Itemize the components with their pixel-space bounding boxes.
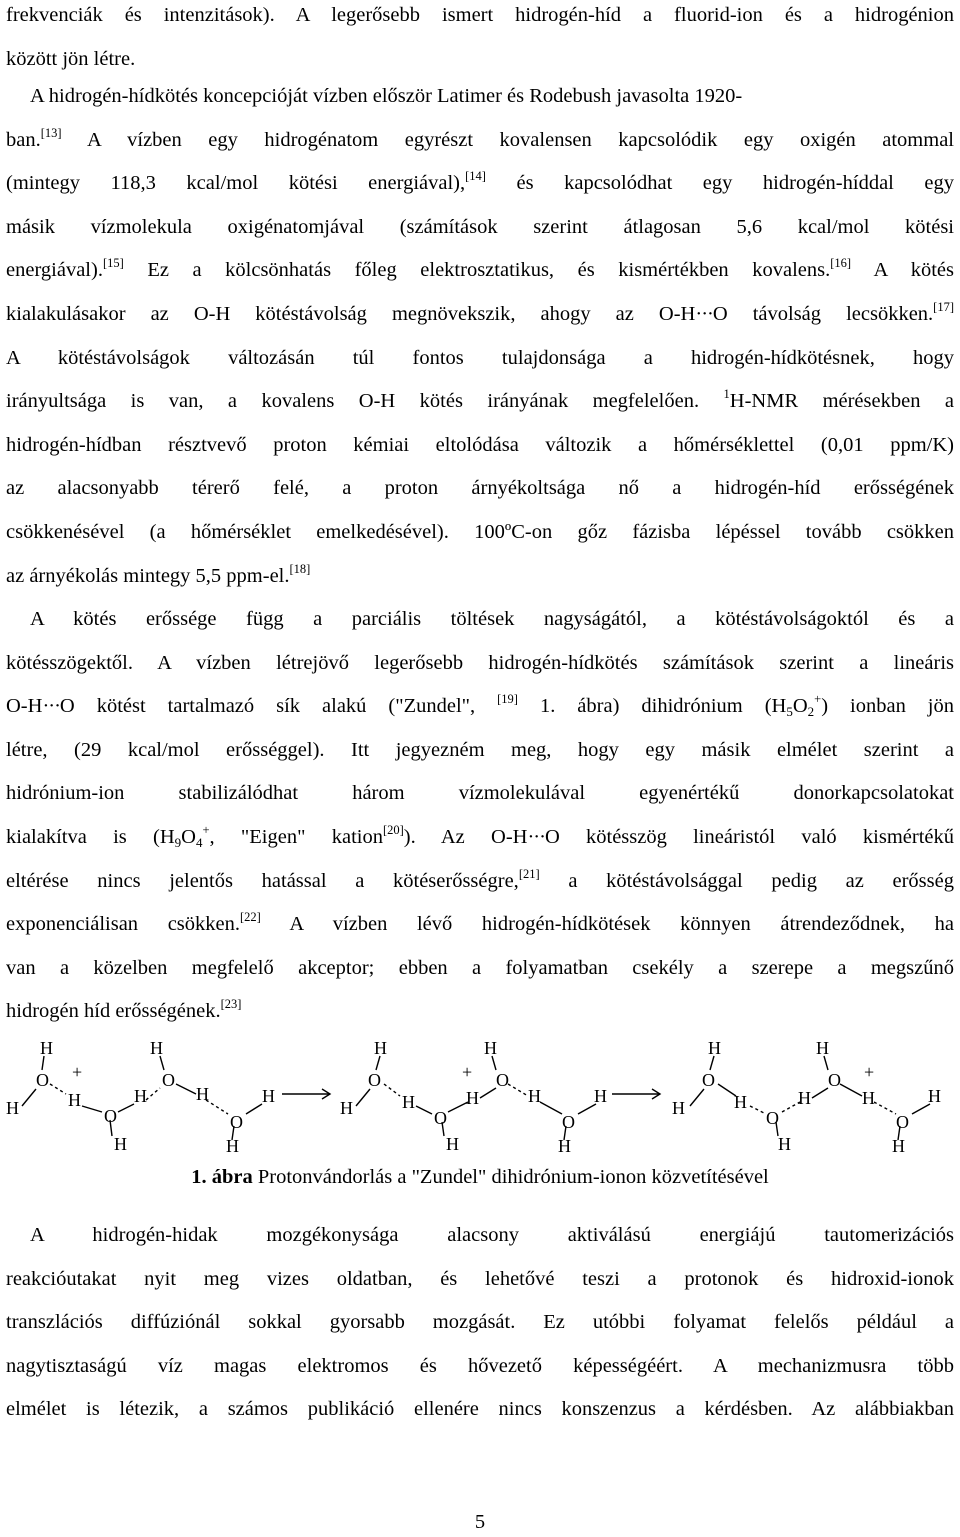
text-line: az árnyékolás mintegy 5,5 ppm-el.[18] xyxy=(6,561,311,587)
page-number: 5 xyxy=(474,1511,486,1533)
caption-label: 1. ábra xyxy=(191,1166,253,1188)
atom-label: H xyxy=(134,1086,147,1106)
caption-text: Protonvándorlás a "Zundel" dihidrónium-ionon közvetítésével xyxy=(252,1166,769,1188)
atom-label: H xyxy=(798,1088,811,1108)
atom-label: O xyxy=(562,1112,575,1132)
atom-label: H xyxy=(484,1038,497,1058)
reference-23: [23] xyxy=(220,997,242,1012)
text-line: eltérése nincs jelentős hatással a kötéserősségre,[21] a kötéstávolsággal pedig az erősség xyxy=(6,866,954,892)
paragraph-3 xyxy=(6,598,954,1034)
atom-label: H xyxy=(226,1136,239,1154)
atom-label: O xyxy=(828,1070,841,1090)
atom-label: H xyxy=(374,1038,387,1058)
atom-label: H xyxy=(446,1134,459,1154)
nmr-superscript: 1 xyxy=(723,387,730,402)
text-line: csökkenésével (a hőmérséklet emelkedésével). 100ºC-on gőz fázisba lépéssel tovább csökken xyxy=(6,520,954,543)
text-line: kialakulásakor az O-H kötéstávolság megnövekszik, ahogy az O-H···O távolság lecsökken.[17] xyxy=(6,299,954,325)
text-line: O-H···O kötést tartalmazó sík alakú ("Zundel", [19] 1. ábra) dihidrónium $(H_5O_2^+)$ ionban jön xyxy=(6,692,954,720)
text-line: A kötés erőssége függ a parciális töltések nagyságától, a kötéstávolságoktól és a xyxy=(30,608,954,630)
atom-label: H xyxy=(672,1098,685,1118)
text-line: az alacsonyabb térerő felé, a proton árnyékoltsága nő a hidrogén-híd erősségének xyxy=(6,477,954,500)
atom-label: O xyxy=(230,1112,243,1132)
text-line: frekvenciák és intenzitások). A legerősebb ismert hidrogén-híd a fluorid-ion és a hidrogénion xyxy=(6,4,954,26)
reference-19: [19] xyxy=(497,692,518,707)
atom-label: H xyxy=(40,1038,53,1058)
atom-label: O xyxy=(702,1070,715,1090)
text-line: nagytisztaságú víz magas elektromos és hővezető képességéért. A mechanizmusra több xyxy=(6,1354,954,1377)
atom-label: H xyxy=(816,1038,829,1058)
paragraph-4 xyxy=(6,1214,954,1432)
reference-14: [14] xyxy=(465,169,486,184)
atom-label: H xyxy=(68,1090,81,1110)
atom-label: H xyxy=(262,1086,275,1106)
atom-label: H xyxy=(892,1136,905,1154)
atom-label: O xyxy=(162,1070,175,1090)
atom-label: H xyxy=(466,1088,479,1108)
text-line: exponenciálisan csökken.[22] A vízben lévő hidrogén-hídkötések könnyen átrendeződnek, ha xyxy=(6,910,954,936)
atom-label: H xyxy=(402,1092,415,1112)
text-line: irányultsága is van, a kovalens O-H kötés irányának megfelelően. $^1$H-NMR mérésekben a xyxy=(6,387,955,413)
atom-label: H xyxy=(928,1086,941,1106)
text-line: A kötéstávolságok változásán túl fontos tulajdonsága a hidrogén-hídkötésnek, hogy xyxy=(6,346,954,369)
text-line: (mintegy 118,3 kcal/mol kötési energiával),[14] és kapcsolódhat egy hidrogén-híddal egy xyxy=(6,169,954,195)
atom-label: H xyxy=(340,1098,353,1118)
text-line: kötésszögektől. A vízben létrejövő legerősebb hidrogén-hídkötés számítások szerint a lineáris xyxy=(6,651,954,674)
zundel-diagram xyxy=(0,1034,960,1154)
zundel-figure xyxy=(0,1034,960,1154)
charge-label: + xyxy=(864,1062,875,1082)
reference-16: [16] xyxy=(830,256,852,271)
atom-label: H xyxy=(196,1084,209,1104)
atom-label: O xyxy=(496,1070,509,1090)
text-line: A hidrogén-hídkötés koncepcióját vízben először Latimer és Rodebush javasolta 1920- xyxy=(30,85,743,107)
text-line: van a közelben megfelelő akceptor; ebben a folyamatban csekély a szerepe a megszűnő xyxy=(6,956,954,979)
text-line: reakcióutakat nyit meg vizes oldatban, és lehetővé teszi a protonok és hidroxid-ionok xyxy=(6,1267,954,1290)
atom-label: H xyxy=(528,1086,541,1106)
atom-label: O xyxy=(434,1108,447,1128)
text-line: kialakítva is ($H_9O_4^+$, "Eigen" kation[20]). Az O-H···O kötésszög lineáristól való kismértékű xyxy=(6,822,954,850)
charge-label: + xyxy=(72,1062,83,1082)
atom-label: H xyxy=(150,1038,163,1058)
text-line: másik vízmolekula oxigénatomjával (számítások szerint átlagosan 5,6 kcal/mol kötési xyxy=(6,215,954,238)
atom-label: O xyxy=(36,1070,49,1090)
reference-17: [17] xyxy=(933,299,954,314)
text-line: A hidrogén-hidak mozgékonysága alacsony aktiválású energiájú tautomerizációs xyxy=(30,1224,954,1246)
text-line: között jön létre. xyxy=(6,47,136,70)
text-line: hidrogén híd erősségének.[23] xyxy=(6,997,242,1023)
atom-label: H xyxy=(114,1134,127,1154)
atom-label: H xyxy=(862,1088,875,1108)
reference-13: [13] xyxy=(40,125,62,140)
atom-label: H xyxy=(734,1092,747,1112)
atom-label: O xyxy=(896,1112,909,1132)
reference-15: [15] xyxy=(102,256,124,271)
reference-18: [18] xyxy=(289,561,311,576)
paragraph-1 xyxy=(6,0,954,81)
text-line: ban.[13] A vízben egy hidrogénatom egyrészt kovalensen kapcsolódik egy oxigén atommal xyxy=(6,125,954,151)
figure-caption xyxy=(0,1162,960,1192)
atom-label: H xyxy=(558,1136,571,1154)
charge-label: + xyxy=(462,1062,473,1082)
atom-label: H xyxy=(594,1086,607,1106)
atom-label: H xyxy=(708,1038,721,1058)
reference-22: [22] xyxy=(240,910,261,925)
atom-label: H xyxy=(778,1134,791,1154)
reference-21: [21] xyxy=(518,866,540,881)
atom-label: O xyxy=(104,1106,117,1126)
text-line: energiával).[15] Ez a kölcsönhatás főleg elektrosztatikus, és kismértékben kovalens.[16] A kötés xyxy=(6,256,954,282)
text-line: hidrogén-hídban résztvevő proton kémiai eltolódása változik a hőmérséklettel (0,01 ppm/K) xyxy=(6,433,954,456)
atom-label: O xyxy=(766,1108,779,1128)
text-line: létre, (29 kcal/mol erősséggel). Itt jegyezném meg, hogy egy másik elmélet szerint a xyxy=(6,738,954,761)
text-line: elmélet is létezik, a számos publikáció ellenére nincs konszenzus a kérdésben. Az alábbiakban xyxy=(6,1398,954,1421)
text-line: transzlációs diffúziónál sokkal gyorsabb mozgását. Ez utóbbi folyamat felelős például a xyxy=(6,1311,954,1334)
reference-20: [20] xyxy=(382,822,404,837)
paragraph-2 xyxy=(6,75,954,598)
text-line: hidrónium-ion stabilizálódhat három vízmolekulával egyenértékű donorkapcsolatokat xyxy=(6,782,954,805)
atom-label: H xyxy=(6,1098,19,1118)
atom-label: O xyxy=(368,1070,381,1090)
